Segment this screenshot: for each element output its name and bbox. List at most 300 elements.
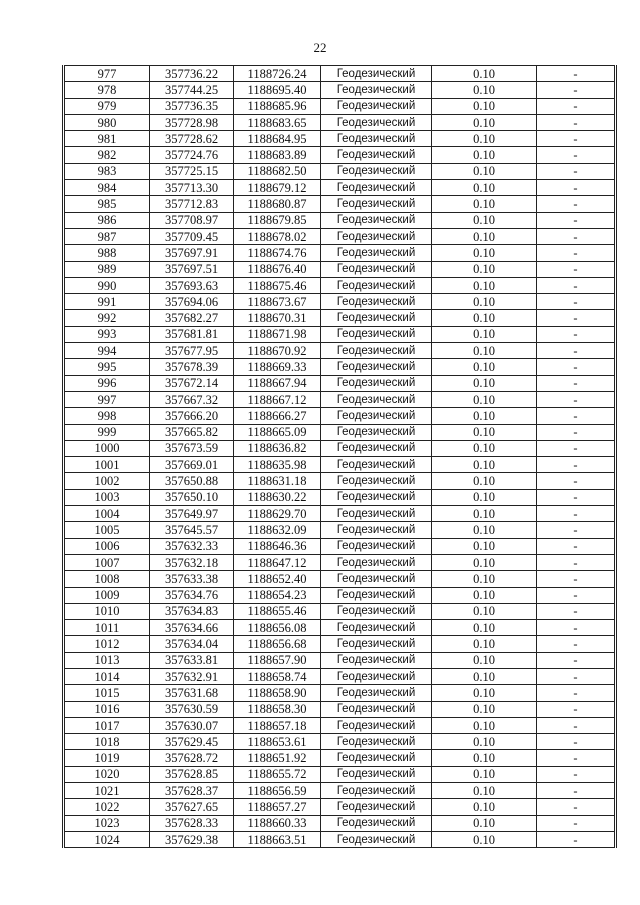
- accuracy-cell: 0.10: [432, 163, 537, 179]
- point-number-cell: 987: [64, 228, 150, 244]
- x-coordinate-cell: 357712.83: [150, 196, 234, 212]
- method-cell: Геодезический: [321, 277, 432, 293]
- method-cell: Геодезический: [321, 196, 432, 212]
- point-number-cell: 996: [64, 375, 150, 391]
- description-cell: -: [537, 620, 616, 636]
- point-number-cell: 1019: [64, 750, 150, 766]
- x-coordinate-cell: 357666.20: [150, 408, 234, 424]
- table-row: [64, 506, 616, 522]
- description-cell: -: [537, 652, 616, 668]
- table-row: [64, 375, 616, 391]
- y-coordinate-cell: 1188695.40: [234, 82, 321, 98]
- method-cell: Геодезический: [321, 717, 432, 733]
- table-row: [64, 391, 616, 407]
- description-cell: -: [537, 228, 616, 244]
- accuracy-cell: 0.10: [432, 424, 537, 440]
- accuracy-cell: 0.10: [432, 212, 537, 228]
- description-cell: -: [537, 717, 616, 733]
- accuracy-cell: 0.10: [432, 294, 537, 310]
- method-cell: Геодезический: [321, 310, 432, 326]
- point-number-cell: 978: [64, 82, 150, 98]
- x-coordinate-cell: 357682.27: [150, 310, 234, 326]
- accuracy-cell: 0.10: [432, 652, 537, 668]
- y-coordinate-cell: 1188679.85: [234, 212, 321, 228]
- table-row: [64, 636, 616, 652]
- x-coordinate-cell: 357632.18: [150, 554, 234, 570]
- y-coordinate-cell: 1188660.33: [234, 815, 321, 831]
- point-number-cell: 1016: [64, 701, 150, 717]
- accuracy-cell: 0.10: [432, 131, 537, 147]
- y-coordinate-cell: 1188682.50: [234, 163, 321, 179]
- method-cell: Геодезический: [321, 245, 432, 261]
- table-row: [64, 196, 616, 212]
- point-number-cell: 993: [64, 326, 150, 342]
- y-coordinate-cell: 1188671.98: [234, 326, 321, 342]
- point-number-cell: 981: [64, 131, 150, 147]
- x-coordinate-cell: 357632.33: [150, 538, 234, 554]
- table-row: [64, 734, 616, 750]
- x-coordinate-cell: 357628.37: [150, 783, 234, 799]
- x-coordinate-cell: 357736.35: [150, 98, 234, 114]
- y-coordinate-cell: 1188685.96: [234, 98, 321, 114]
- point-number-cell: 1001: [64, 457, 150, 473]
- point-number-cell: 999: [64, 424, 150, 440]
- point-number-cell: 1005: [64, 522, 150, 538]
- y-coordinate-cell: 1188629.70: [234, 506, 321, 522]
- point-number-cell: 1003: [64, 489, 150, 505]
- accuracy-cell: 0.10: [432, 147, 537, 163]
- y-coordinate-cell: 1188678.02: [234, 228, 321, 244]
- point-number-cell: 986: [64, 212, 150, 228]
- point-number-cell: 982: [64, 147, 150, 163]
- description-cell: -: [537, 603, 616, 619]
- y-coordinate-cell: 1188657.18: [234, 717, 321, 733]
- accuracy-cell: 0.10: [432, 799, 537, 815]
- x-coordinate-cell: 357628.72: [150, 750, 234, 766]
- x-coordinate-cell: 357665.82: [150, 424, 234, 440]
- description-cell: -: [537, 783, 616, 799]
- description-cell: -: [537, 668, 616, 684]
- table-row: [64, 831, 616, 847]
- accuracy-cell: 0.10: [432, 668, 537, 684]
- method-cell: Геодезический: [321, 294, 432, 310]
- accuracy-cell: 0.10: [432, 750, 537, 766]
- x-coordinate-cell: 357634.66: [150, 620, 234, 636]
- x-coordinate-cell: 357627.65: [150, 799, 234, 815]
- description-cell: -: [537, 636, 616, 652]
- accuracy-cell: 0.10: [432, 228, 537, 244]
- accuracy-cell: 0.10: [432, 554, 537, 570]
- point-number-cell: 1004: [64, 506, 150, 522]
- accuracy-cell: 0.10: [432, 440, 537, 456]
- description-cell: -: [537, 343, 616, 359]
- accuracy-cell: 0.10: [432, 620, 537, 636]
- point-number-cell: 979: [64, 98, 150, 114]
- point-number-cell: 1017: [64, 717, 150, 733]
- page-number: 22: [313, 40, 327, 55]
- table-row: [64, 147, 616, 163]
- accuracy-cell: 0.10: [432, 506, 537, 522]
- method-cell: Геодезический: [321, 180, 432, 196]
- x-coordinate-cell: 357744.25: [150, 82, 234, 98]
- description-cell: -: [537, 701, 616, 717]
- coordinates-table-body: [64, 66, 616, 848]
- point-number-cell: 1009: [64, 587, 150, 603]
- y-coordinate-cell: 1188655.72: [234, 766, 321, 782]
- y-coordinate-cell: 1188673.67: [234, 294, 321, 310]
- x-coordinate-cell: 357672.14: [150, 375, 234, 391]
- method-cell: Геодезический: [321, 163, 432, 179]
- y-coordinate-cell: 1188658.30: [234, 701, 321, 717]
- table-row: [64, 277, 616, 293]
- method-cell: Геодезический: [321, 440, 432, 456]
- method-cell: Геодезический: [321, 783, 432, 799]
- method-cell: Геодезический: [321, 668, 432, 684]
- y-coordinate-cell: 1188647.12: [234, 554, 321, 570]
- method-cell: Геодезический: [321, 424, 432, 440]
- method-cell: Геодезический: [321, 114, 432, 130]
- point-number-cell: 1022: [64, 799, 150, 815]
- point-number-cell: 1014: [64, 668, 150, 684]
- table-row: [64, 245, 616, 261]
- method-cell: Геодезический: [321, 261, 432, 277]
- point-number-cell: 1010: [64, 603, 150, 619]
- accuracy-cell: 0.10: [432, 82, 537, 98]
- description-cell: -: [537, 424, 616, 440]
- point-number-cell: 1013: [64, 652, 150, 668]
- method-cell: Геодезический: [321, 734, 432, 750]
- table-row: [64, 783, 616, 799]
- point-number-cell: 1024: [64, 831, 150, 847]
- accuracy-cell: 0.10: [432, 636, 537, 652]
- table-row: [64, 766, 616, 782]
- description-cell: -: [537, 440, 616, 456]
- table-row: [64, 750, 616, 766]
- method-cell: Геодезический: [321, 212, 432, 228]
- method-cell: Геодезический: [321, 326, 432, 342]
- table-row: [64, 310, 616, 326]
- y-coordinate-cell: 1188635.98: [234, 457, 321, 473]
- y-coordinate-cell: 1188658.74: [234, 668, 321, 684]
- accuracy-cell: 0.10: [432, 734, 537, 750]
- point-number-cell: 1023: [64, 815, 150, 831]
- description-cell: -: [537, 457, 616, 473]
- y-coordinate-cell: 1188656.68: [234, 636, 321, 652]
- y-coordinate-cell: 1188657.90: [234, 652, 321, 668]
- table-row: [64, 408, 616, 424]
- description-cell: -: [537, 799, 616, 815]
- y-coordinate-cell: 1188666.27: [234, 408, 321, 424]
- accuracy-cell: 0.10: [432, 489, 537, 505]
- accuracy-cell: 0.10: [432, 457, 537, 473]
- y-coordinate-cell: 1188683.89: [234, 147, 321, 163]
- description-cell: -: [537, 131, 616, 147]
- accuracy-cell: 0.10: [432, 408, 537, 424]
- x-coordinate-cell: 357677.95: [150, 343, 234, 359]
- description-cell: -: [537, 277, 616, 293]
- point-number-cell: 1006: [64, 538, 150, 554]
- x-coordinate-cell: 357650.10: [150, 489, 234, 505]
- x-coordinate-cell: 357634.04: [150, 636, 234, 652]
- x-coordinate-cell: 357649.97: [150, 506, 234, 522]
- accuracy-cell: 0.10: [432, 815, 537, 831]
- description-cell: -: [537, 734, 616, 750]
- accuracy-cell: 0.10: [432, 196, 537, 212]
- x-coordinate-cell: 357669.01: [150, 457, 234, 473]
- description-cell: -: [537, 571, 616, 587]
- y-coordinate-cell: 1188665.09: [234, 424, 321, 440]
- table-row: [64, 66, 616, 82]
- accuracy-cell: 0.10: [432, 98, 537, 114]
- method-cell: Геодезический: [321, 701, 432, 717]
- point-number-cell: 1000: [64, 440, 150, 456]
- method-cell: Геодезический: [321, 147, 432, 163]
- x-coordinate-cell: 357694.06: [150, 294, 234, 310]
- description-cell: -: [537, 685, 616, 701]
- method-cell: Геодезический: [321, 831, 432, 847]
- y-coordinate-cell: 1188663.51: [234, 831, 321, 847]
- point-number-cell: 997: [64, 391, 150, 407]
- table-row: [64, 326, 616, 342]
- method-cell: Геодезический: [321, 408, 432, 424]
- description-cell: -: [537, 587, 616, 603]
- point-number-cell: 1012: [64, 636, 150, 652]
- method-cell: Геодезический: [321, 375, 432, 391]
- x-coordinate-cell: 357650.88: [150, 473, 234, 489]
- method-cell: Геодезический: [321, 343, 432, 359]
- x-coordinate-cell: 357628.33: [150, 815, 234, 831]
- description-cell: -: [537, 66, 616, 82]
- point-number-cell: 1020: [64, 766, 150, 782]
- y-coordinate-cell: 1188670.31: [234, 310, 321, 326]
- y-coordinate-cell: 1188675.46: [234, 277, 321, 293]
- y-coordinate-cell: 1188653.61: [234, 734, 321, 750]
- table-row: [64, 98, 616, 114]
- point-number-cell: 980: [64, 114, 150, 130]
- x-coordinate-cell: 357709.45: [150, 228, 234, 244]
- accuracy-cell: 0.10: [432, 359, 537, 375]
- description-cell: -: [537, 391, 616, 407]
- y-coordinate-cell: 1188654.23: [234, 587, 321, 603]
- method-cell: Геодезический: [321, 457, 432, 473]
- table-row: [64, 668, 616, 684]
- x-coordinate-cell: 357630.59: [150, 701, 234, 717]
- y-coordinate-cell: 1188646.36: [234, 538, 321, 554]
- table-row: [64, 261, 616, 277]
- y-coordinate-cell: 1188631.18: [234, 473, 321, 489]
- description-cell: -: [537, 766, 616, 782]
- accuracy-cell: 0.10: [432, 277, 537, 293]
- table-row: [64, 538, 616, 554]
- x-coordinate-cell: 357628.85: [150, 766, 234, 782]
- description-cell: -: [537, 114, 616, 130]
- description-cell: -: [537, 82, 616, 98]
- x-coordinate-cell: 357634.76: [150, 587, 234, 603]
- accuracy-cell: 0.10: [432, 180, 537, 196]
- accuracy-cell: 0.10: [432, 326, 537, 342]
- description-cell: -: [537, 147, 616, 163]
- method-cell: Геодезический: [321, 685, 432, 701]
- point-number-cell: 989: [64, 261, 150, 277]
- table-row: [64, 620, 616, 636]
- description-cell: -: [537, 245, 616, 261]
- y-coordinate-cell: 1188684.95: [234, 131, 321, 147]
- table-row: [64, 212, 616, 228]
- accuracy-cell: 0.10: [432, 522, 537, 538]
- description-cell: -: [537, 326, 616, 342]
- table-row: [64, 473, 616, 489]
- point-number-cell: 991: [64, 294, 150, 310]
- point-number-cell: 983: [64, 163, 150, 179]
- accuracy-cell: 0.10: [432, 538, 537, 554]
- method-cell: Геодезический: [321, 636, 432, 652]
- y-coordinate-cell: 1188676.40: [234, 261, 321, 277]
- x-coordinate-cell: 357678.39: [150, 359, 234, 375]
- table-row: [64, 489, 616, 505]
- point-number-cell: 988: [64, 245, 150, 261]
- y-coordinate-cell: 1188667.12: [234, 391, 321, 407]
- point-number-cell: 1002: [64, 473, 150, 489]
- table-row: [64, 571, 616, 587]
- accuracy-cell: 0.10: [432, 701, 537, 717]
- table-row: [64, 440, 616, 456]
- method-cell: Геодезический: [321, 603, 432, 619]
- x-coordinate-cell: 357629.38: [150, 831, 234, 847]
- table-row: [64, 163, 616, 179]
- x-coordinate-cell: 357725.15: [150, 163, 234, 179]
- accuracy-cell: 0.10: [432, 717, 537, 733]
- x-coordinate-cell: 357632.91: [150, 668, 234, 684]
- table-row: [64, 457, 616, 473]
- y-coordinate-cell: 1188669.33: [234, 359, 321, 375]
- table-row: [64, 799, 616, 815]
- point-number-cell: 984: [64, 180, 150, 196]
- accuracy-cell: 0.10: [432, 766, 537, 782]
- x-coordinate-cell: 357728.98: [150, 114, 234, 130]
- method-cell: Геодезический: [321, 766, 432, 782]
- accuracy-cell: 0.10: [432, 571, 537, 587]
- accuracy-cell: 0.10: [432, 245, 537, 261]
- description-cell: -: [537, 473, 616, 489]
- y-coordinate-cell: 1188667.94: [234, 375, 321, 391]
- x-coordinate-cell: 357633.81: [150, 652, 234, 668]
- method-cell: Геодезический: [321, 522, 432, 538]
- method-cell: Геодезический: [321, 228, 432, 244]
- description-cell: -: [537, 538, 616, 554]
- table-row: [64, 228, 616, 244]
- y-coordinate-cell: 1188670.92: [234, 343, 321, 359]
- x-coordinate-cell: 357631.68: [150, 685, 234, 701]
- y-coordinate-cell: 1188632.09: [234, 522, 321, 538]
- point-number-cell: 985: [64, 196, 150, 212]
- method-cell: Геодезический: [321, 66, 432, 82]
- x-coordinate-cell: 357673.59: [150, 440, 234, 456]
- accuracy-cell: 0.10: [432, 603, 537, 619]
- description-cell: -: [537, 831, 616, 847]
- table-row: [64, 343, 616, 359]
- x-coordinate-cell: 357645.57: [150, 522, 234, 538]
- point-number-cell: 1018: [64, 734, 150, 750]
- x-coordinate-cell: 357681.81: [150, 326, 234, 342]
- y-coordinate-cell: 1188658.90: [234, 685, 321, 701]
- y-coordinate-cell: 1188656.08: [234, 620, 321, 636]
- x-coordinate-cell: 357629.45: [150, 734, 234, 750]
- description-cell: -: [537, 375, 616, 391]
- method-cell: Геодезический: [321, 799, 432, 815]
- table-row: [64, 424, 616, 440]
- x-coordinate-cell: 357633.38: [150, 571, 234, 587]
- description-cell: -: [537, 750, 616, 766]
- accuracy-cell: 0.10: [432, 473, 537, 489]
- method-cell: Геодезический: [321, 489, 432, 505]
- accuracy-cell: 0.10: [432, 343, 537, 359]
- table-row: [64, 359, 616, 375]
- method-cell: Геодезический: [321, 391, 432, 407]
- description-cell: -: [537, 196, 616, 212]
- description-cell: -: [537, 359, 616, 375]
- method-cell: Геодезический: [321, 620, 432, 636]
- description-cell: -: [537, 522, 616, 538]
- method-cell: Геодезический: [321, 538, 432, 554]
- accuracy-cell: 0.10: [432, 831, 537, 847]
- x-coordinate-cell: 357667.32: [150, 391, 234, 407]
- x-coordinate-cell: 357724.76: [150, 147, 234, 163]
- table-row: [64, 522, 616, 538]
- point-number-cell: 1015: [64, 685, 150, 701]
- description-cell: -: [537, 261, 616, 277]
- description-cell: -: [537, 294, 616, 310]
- method-cell: Геодезический: [321, 652, 432, 668]
- table-row: [64, 701, 616, 717]
- y-coordinate-cell: 1188683.65: [234, 114, 321, 130]
- accuracy-cell: 0.10: [432, 66, 537, 82]
- table-row: [64, 180, 616, 196]
- table-row: [64, 82, 616, 98]
- method-cell: Геодезический: [321, 98, 432, 114]
- description-cell: -: [537, 180, 616, 196]
- y-coordinate-cell: 1188630.22: [234, 489, 321, 505]
- point-number-cell: 998: [64, 408, 150, 424]
- table-row: [64, 815, 616, 831]
- table-row: [64, 717, 616, 733]
- method-cell: Геодезический: [321, 554, 432, 570]
- accuracy-cell: 0.10: [432, 375, 537, 391]
- point-number-cell: 992: [64, 310, 150, 326]
- y-coordinate-cell: 1188655.46: [234, 603, 321, 619]
- point-number-cell: 1011: [64, 620, 150, 636]
- accuracy-cell: 0.10: [432, 783, 537, 799]
- y-coordinate-cell: 1188657.27: [234, 799, 321, 815]
- description-cell: -: [537, 212, 616, 228]
- description-cell: -: [537, 98, 616, 114]
- coordinates-table: [62, 65, 617, 848]
- x-coordinate-cell: 357736.22: [150, 66, 234, 82]
- method-cell: Геодезический: [321, 750, 432, 766]
- x-coordinate-cell: 357693.63: [150, 277, 234, 293]
- x-coordinate-cell: 357697.51: [150, 261, 234, 277]
- x-coordinate-cell: 357634.83: [150, 603, 234, 619]
- x-coordinate-cell: 357728.62: [150, 131, 234, 147]
- y-coordinate-cell: 1188680.87: [234, 196, 321, 212]
- accuracy-cell: 0.10: [432, 261, 537, 277]
- table-row: [64, 114, 616, 130]
- x-coordinate-cell: 357713.30: [150, 180, 234, 196]
- method-cell: Геодезический: [321, 506, 432, 522]
- table-row: [64, 131, 616, 147]
- description-cell: -: [537, 506, 616, 522]
- x-coordinate-cell: 357697.91: [150, 245, 234, 261]
- y-coordinate-cell: 1188652.40: [234, 571, 321, 587]
